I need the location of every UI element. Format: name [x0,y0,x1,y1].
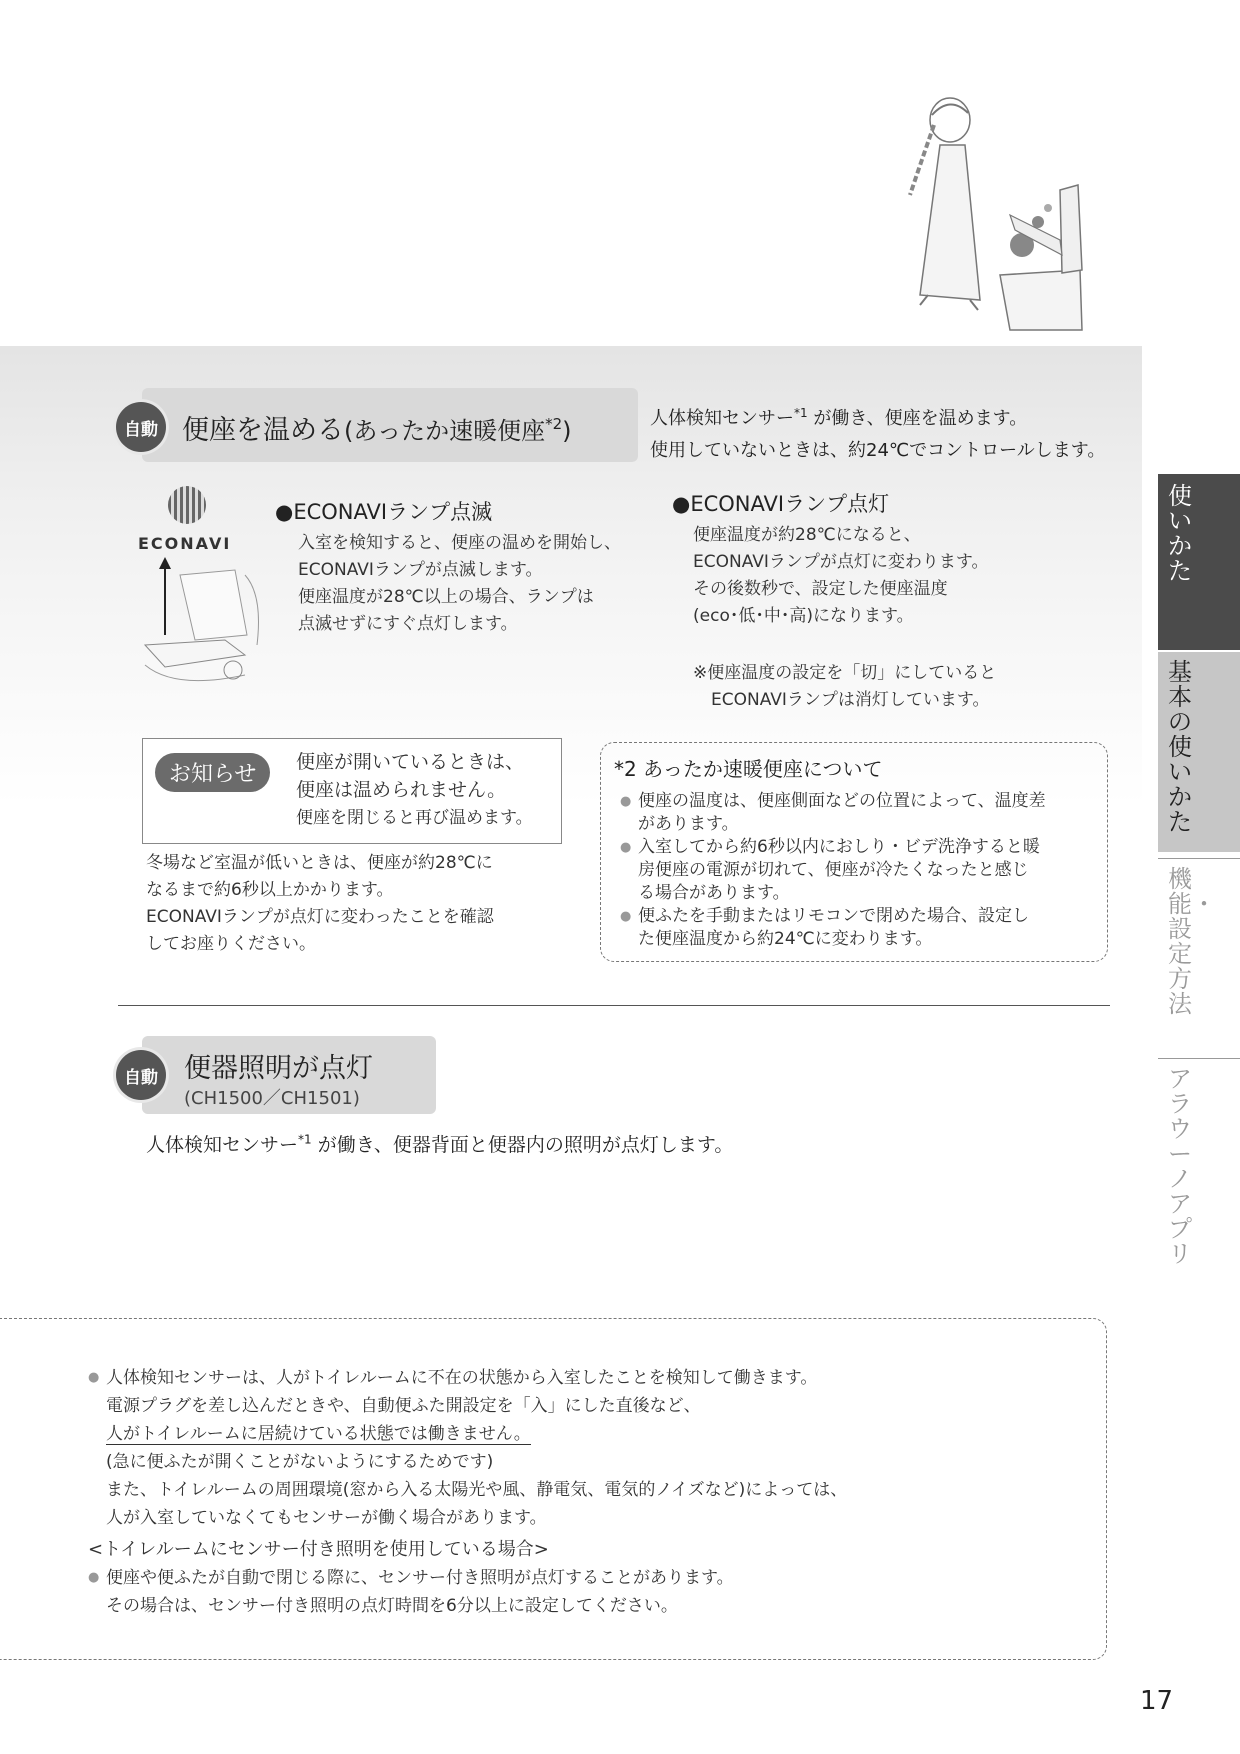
econavi-lamp-icon [168,486,206,524]
section1-description: 人体検知センサー$^{*1}$ が働き、便座を温めます。 使用していないときは、約24℃でコントロールします。 [650,406,1106,461]
econavi-blink-text: 入室を検知すると、便座の温めを開始し、 ECONAVIランプが点滅します。 便座温度が28℃以上の場合、ランプは 点滅せずにすぐ点灯します。 [298,533,621,634]
section2-models: (CH1500／CH1501) [184,1088,360,1109]
tab-arauno-app[interactable]: アラウーノアプリ [1158,1058,1240,1258]
seat-sensor-illustration [135,555,275,695]
tab-functions-settings[interactable]: 機能・設定方法 [1158,858,1240,1058]
auto-badge: 自動 [116,402,166,452]
econavi-lit-text: 便座温度が約28℃になると、 ECONAVIランプが点灯に変わります。 その後数秒で、設定した便座温度 (eco･低･中･高)になります。 [693,525,989,626]
list-item: ● 入室してから約6秒以内におしり・ビデ洗浄すると暖 房便座の電源が切れて、便座が冷たくなったと感じ る場合があります。 [620,836,1090,905]
list-item: ● 便ふたを手動またはリモコンで閉めた場合、設定し た便座温度から約24℃に変わります。 [620,905,1090,951]
section1-title: 便座を温める(あったか速暖便座$^{*2}$) [182,415,572,446]
notice-label: お知らせ [155,753,270,792]
econavi-off-note: ※便座温度の設定を「切」にしていると ECONAVIランプは消灯しています。 [693,663,997,710]
econavi-label: ECONAVI [138,534,232,553]
section-divider [118,1005,1110,1006]
tab-usage[interactable]: 使いかた [1158,474,1240,650]
woman-walking-to-toilet-illustration [850,95,1100,345]
winter-note: 冬場など室温が低いときは、便座が約28℃に なるまで約6秒以上かかります。 ECONAVIランプが点灯に変わったことを確認 してお座りください。 [146,853,494,954]
list-item: ● 便座の温度は、便座側面などの位置によって、温度差 があります。 [620,790,1090,836]
sensor-footnote-text: ● 人体検知センサーは、人がトイレルームに不在の状態から入室したことを検知して働きます。 電源プラグを差し込んだときや、自動便ふた開設定を「入」にした直後など、 人がトイレルームに居続けている状態では働きません。 (急に便ふたが開くことがないようにするためです) また、トイレルームの周囲環境(窓から入る太陽光や風、静電気、電気的ノイズなど)によっては、 人が入室していなくてもセンサーが働く場合があります。 <トイレルームにセンサー付き照明を使用している場合> ● 便座や便ふたが自動で閉じる際に、センサー付き照明が点灯することがあります。 その場合は、センサー付き照明の点灯時間を6分以上に設定してください。 [88,1364,847,1620]
auto-badge: 自動 [116,1050,166,1100]
econavi-blink-heading: ●ECONAVIランプ点滅 [275,500,493,524]
tab-basic-usage[interactable]: 基本の使いかた [1158,652,1240,852]
quick-heat-seat-note-title: *2 あったか速暖便座について [614,757,883,781]
section2-title: 便器照明が点灯 [184,1053,373,1084]
notice-text: 便座が開いているときは、 便座は温められません。 便座を閉じると再び温めます。 [296,751,533,828]
page-number: 17 [1140,1686,1174,1716]
quick-heat-seat-note-list [620,790,1090,951]
econavi-lit-heading: ●ECONAVIランプ点灯 [672,492,890,516]
section2-description: 人体検知センサー$^{*1}$ が働き、便器背面と便器内の照明が点灯します。 [146,1132,734,1156]
